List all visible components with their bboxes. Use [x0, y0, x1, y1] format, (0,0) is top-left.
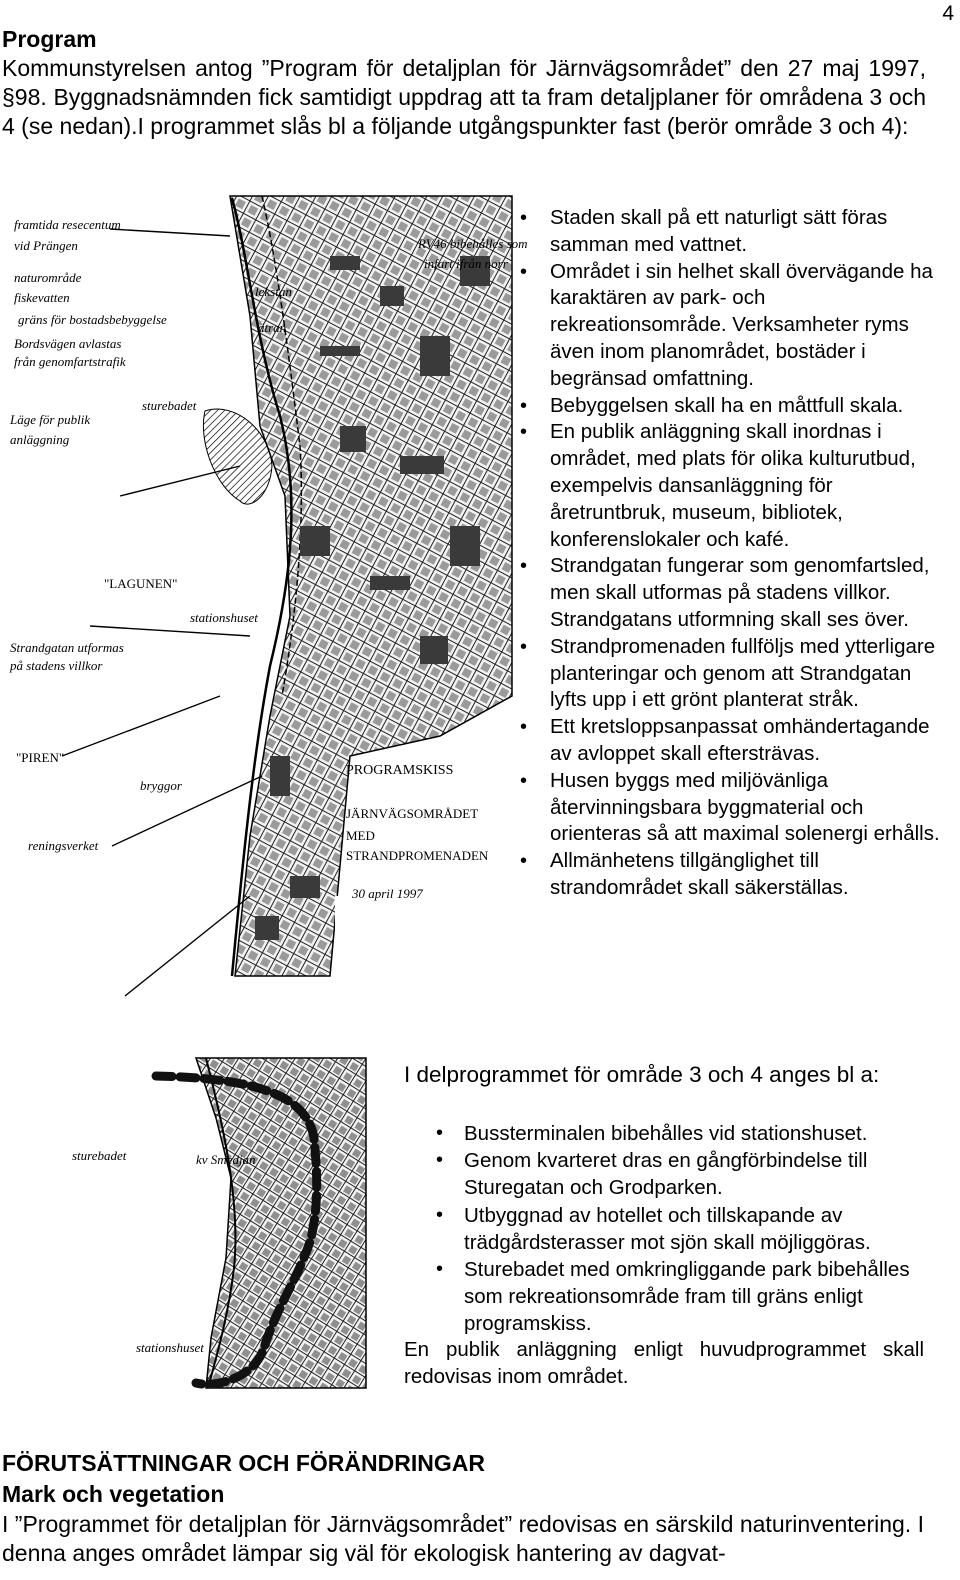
intro-paragraph: Kommunstyrelsen antog ”Program för detaljplan för Järnvägsområdet” den 27 maj 1997, §98. Byggnadsnämnden fick samtidigt uppdrag att ta fram detaljplaner för områdena 3 och 4 (se nedan).I programmet slås bl a följande utgångspunkter fast (berör område 3 och 4): [2, 55, 926, 139]
label-rv46: RV46 bibehålles som [418, 236, 528, 251]
label-anlaggning: anläggning [10, 432, 70, 447]
chapter-body: I ”Programmet för detaljplan för Järnvägsområdet” redovisas en särskild naturinventering. I denna anges området lämpar sig väl för ekologisk hantering av dagvat- [2, 1511, 924, 1566]
label-bordsvagen: Bordsvägen avlastas [14, 336, 122, 351]
label-smedjan: kv Smedjan [196, 1152, 256, 1167]
list-item: • Utbyggnad av hotellet och tillskapande av trädgårdsterasser mot sjön skall möjliggöras. [436, 1202, 926, 1256]
label-stationshuset-2: stationshuset [136, 1340, 204, 1355]
label-vid-prangen: vid Prängen [14, 238, 78, 253]
list-item: • En publik anläggning skall inordnas i området, med plats för olika kulturutbud, exempelvis dansanläggning för åretruntbruk, museum, bibliotek, konferenslokaler och kafé. [520, 419, 940, 553]
label-reningsverket: reningsverket [28, 838, 99, 853]
list-item: • Genom kvarteret dras en gångförbindelse till Sturegatan och Grodparken. [436, 1147, 926, 1201]
label-fiskevatten: fiskevatten [14, 290, 70, 305]
label-grans: gräns för bostadsbebyggelse [18, 312, 167, 327]
detail-map [56, 1058, 366, 1388]
label-bryggor: bryggor [140, 778, 182, 793]
label-strandgatan: Strandgatan utformas [10, 640, 124, 655]
label-framtida: framtida resecentum [14, 217, 121, 232]
list-item: • Bebyggelsen skall ha en måttfull skala. [520, 393, 940, 420]
label-fran-genomfart: från genomfartstrafik [14, 354, 126, 369]
list-item: • Allmänhetens tillgänglighet till strandområdet skall säkerställas. [520, 848, 940, 902]
principles-list [520, 205, 940, 902]
label-lekstan: lekstan [255, 284, 292, 299]
map-title-2: JÄRNVÄGSOMRÅDET [346, 806, 479, 821]
list-item: • Strandpromenaden fullföljs med ytterligare planteringar och genom att Strandgatan lyfts upp i ett grönt planterat stråk. [520, 634, 940, 714]
section-heading: Program [2, 26, 97, 52]
subprogram-list [436, 1120, 926, 1338]
label-piren: "PIREN" [16, 750, 65, 765]
list-item: • Husen byggs med miljövänliga återvinningsbara byggmaterial och orienteras så att maximal solenergi erhålls. [520, 768, 940, 848]
list-item: • Sturebadet med omkringliggande park bibehålles som rekreationsområde fram till gräns enligt programskiss. [436, 1256, 926, 1338]
label-lage: Läge för publik [10, 412, 91, 427]
map-title-3: MED [346, 828, 375, 843]
subprogram-outro: En publik anläggning enligt huvudprogrammet skall redovisas inom området. [404, 1338, 924, 1388]
label-pa-stadens: på stadens villkor [10, 658, 103, 673]
label-sturebadet: sturebadet [142, 398, 197, 413]
map-title-4: STRANDPROMENADEN [346, 848, 489, 863]
label-atran: ätran [258, 320, 287, 335]
program-sketch-map [0, 196, 528, 976]
label-stationshuset: stationshuset [190, 610, 258, 625]
label-lagunen: "LAGUNEN" [104, 576, 178, 591]
list-item: • Staden skall på ett naturligt sätt föras samman med vattnet. [520, 205, 940, 259]
label-sturebadet-2: sturebadet [72, 1148, 127, 1163]
map-title-1: PROGRAMSKISS [346, 763, 454, 778]
list-item: • Strandgatan fungerar som genomfartsled, men skall utformas på stadens villkor. Strandgatans utformning skall ses över. [520, 553, 940, 633]
subprogram-intro: I delprogrammet för område 3 och 4 anges bl a: [404, 1062, 880, 1087]
chapter-subtitle: Mark och vegetation [2, 1481, 225, 1507]
list-item: • Ett kretsloppsanpassat omhändertagande av avloppet skall eftersträvas. [520, 714, 940, 768]
list-item: • Bussterminalen bibehålles vid stationshuset. [436, 1120, 926, 1147]
list-item: • Området i sin helhet skall övervägande ha karaktären av park- och rekreationsområde. Verksamheter ryms även inom planområdet, bostäder i begränsad omfattning. [520, 259, 940, 393]
chapter-title: FÖRUTSÄTTNINGAR OCH FÖRÄNDRINGAR [2, 1450, 485, 1476]
label-infart: infart ifrån norr [424, 256, 508, 271]
label-naturomrade: naturområde [14, 270, 82, 285]
page-number: 4 [942, 2, 954, 25]
map-date: 30 april 1997 [352, 886, 423, 901]
